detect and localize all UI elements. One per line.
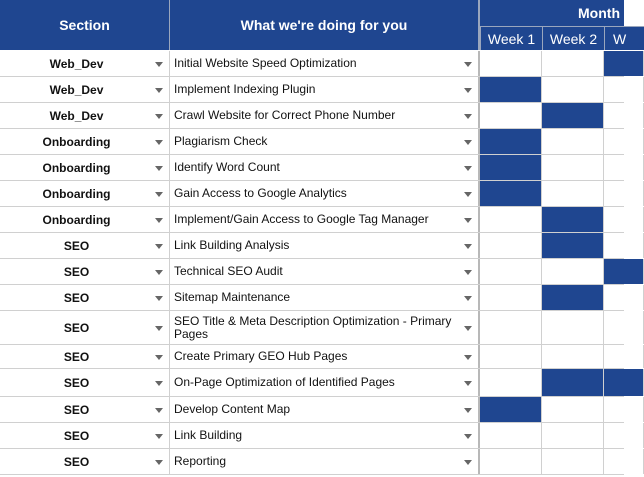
week-2-cell[interactable] [542,207,604,232]
section-label: Onboarding [42,186,111,201]
section-cell[interactable] [0,155,170,180]
week-2-cell[interactable] [542,129,604,154]
week-2-cell[interactable] [542,285,604,310]
table-row [0,423,624,449]
section-label: SEO [63,454,90,469]
week-3-cell[interactable] [604,449,644,474]
dropdown-arrow-icon[interactable] [155,192,163,197]
dropdown-arrow-icon[interactable] [464,140,472,145]
week-1-header[interactable]: Week 1 [480,26,542,50]
section-cell[interactable] [0,345,170,368]
dropdown-arrow-icon[interactable] [155,355,163,360]
section-label: SEO [63,264,90,279]
task-label: Reporting [174,454,227,468]
section-label: SEO [63,375,90,390]
week-3-cell[interactable] [604,233,644,258]
task-cell[interactable] [170,103,480,128]
table-row [0,129,624,155]
table-row [0,207,624,233]
task-rows [0,51,624,475]
dropdown-arrow-icon[interactable] [464,296,472,301]
week-3-cell[interactable] [604,181,644,206]
week-3-cell[interactable] [604,423,644,448]
task-cell[interactable] [170,285,480,310]
week-1-cell[interactable] [480,259,542,284]
dropdown-arrow-icon[interactable] [155,166,163,171]
dropdown-arrow-icon[interactable] [155,62,163,67]
task-cell[interactable] [170,233,480,258]
section-cell[interactable] [0,207,170,232]
section-label: SEO [63,349,90,364]
week-3-cell[interactable] [604,103,644,128]
table-row [0,181,624,207]
task-cell[interactable] [170,311,480,344]
week-1-cell[interactable] [480,285,542,310]
dropdown-arrow-icon[interactable] [464,355,472,360]
week-2-cell[interactable] [542,103,604,128]
section-cell[interactable] [0,181,170,206]
task-label: Implement Indexing Plugin [174,82,316,96]
week-3-cell[interactable] [604,259,644,284]
week-1-cell[interactable] [480,155,542,180]
task-cell[interactable] [170,397,480,422]
section-label: Web_Dev [49,108,104,123]
table-row [0,311,624,345]
dropdown-arrow-icon[interactable] [464,460,472,465]
table-row [0,233,624,259]
dropdown-arrow-icon[interactable] [464,381,472,386]
section-column-header[interactable]: Section [0,0,170,50]
week-2-cell[interactable] [542,345,604,368]
week-2-header[interactable]: Week 2 [542,26,604,50]
week-1-cell[interactable] [480,77,542,102]
week-2-cell[interactable] [542,311,604,344]
week-1-cell[interactable] [480,449,542,474]
section-cell[interactable] [0,129,170,154]
week-3-cell[interactable] [604,207,644,232]
section-cell[interactable] [0,77,170,102]
table-row [0,51,624,77]
task-cell[interactable] [170,77,480,102]
table-row [0,155,624,181]
dropdown-arrow-icon[interactable] [464,166,472,171]
week-3-cell[interactable] [604,155,644,180]
dropdown-arrow-icon[interactable] [155,244,163,249]
dropdown-arrow-icon[interactable] [464,326,472,331]
section-label: Onboarding [42,212,111,227]
week-1-cell[interactable] [480,51,542,76]
week-3-cell[interactable] [604,345,644,368]
table-row [0,397,624,423]
week-3-cell[interactable] [604,311,644,344]
task-cell[interactable] [170,181,480,206]
table-row [0,259,624,285]
week-1-cell[interactable] [480,397,542,422]
task-cell[interactable] [170,129,480,154]
task-cell[interactable] [170,449,480,474]
task-label: Technical SEO Audit [174,264,283,278]
task-label: Gain Access to Google Analytics [174,186,347,200]
week-1-cell[interactable] [480,345,542,368]
dropdown-arrow-icon[interactable] [155,326,163,331]
task-cell[interactable] [170,51,480,76]
dropdown-arrow-icon[interactable] [155,408,163,413]
task-label: Link Building [174,428,243,442]
section-label: SEO [63,402,90,417]
dropdown-arrow-icon[interactable] [464,434,472,439]
week-3-cell[interactable] [604,129,644,154]
week-2-cell[interactable] [542,423,604,448]
section-cell[interactable] [0,259,170,284]
section-label: SEO [63,238,90,253]
dropdown-arrow-icon[interactable] [155,140,163,145]
week-2-cell[interactable] [542,181,604,206]
dropdown-arrow-icon[interactable] [464,88,472,93]
dropdown-arrow-icon[interactable] [155,381,163,386]
week-3-cell[interactable] [604,397,644,422]
section-cell[interactable] [0,449,170,474]
section-label: SEO [63,290,90,305]
dropdown-arrow-icon[interactable] [464,244,472,249]
week-1-cell[interactable] [480,369,542,396]
section-cell[interactable] [0,233,170,258]
section-cell[interactable] [0,51,170,76]
dropdown-arrow-icon[interactable] [464,114,472,119]
week-1-cell[interactable] [480,129,542,154]
dropdown-arrow-icon[interactable] [155,434,163,439]
task-label: Crawl Website for Correct Phone Number [174,108,396,122]
table-row [0,345,624,369]
table-row [0,77,624,103]
task-label: Link Building Analysis [174,238,290,252]
task-label: Develop Content Map [174,402,291,416]
dropdown-arrow-icon[interactable] [155,296,163,301]
dropdown-arrow-icon[interactable] [464,192,472,197]
section-cell[interactable] [0,397,170,422]
section-cell[interactable] [0,311,170,344]
task-column-header[interactable]: What we're doing for you [170,0,480,50]
dropdown-arrow-icon[interactable] [155,218,163,223]
table-row [0,369,624,397]
table-row [0,449,624,475]
task-label: SEO Title & Meta Description Optimization - Primary Pages [174,313,452,341]
task-label: Initial Website Speed Optimization [174,56,357,70]
week-2-cell[interactable] [542,397,604,422]
task-label: On-Page Optimization of Identified Pages [174,375,395,389]
week-3-cell[interactable] [604,369,644,396]
section-label: Onboarding [42,160,111,175]
task-label: Implement/Gain Access to Google Tag Manager [174,212,429,226]
task-label: Plagiarism Check [174,134,268,148]
task-cell[interactable] [170,423,480,448]
task-label: Sitemap Maintenance [174,290,291,304]
dropdown-arrow-icon[interactable] [464,270,472,275]
dropdown-arrow-icon[interactable] [155,270,163,275]
week-3-header[interactable]: W [604,26,644,50]
week-2-cell[interactable] [542,233,604,258]
section-cell[interactable] [0,103,170,128]
week-2-cell[interactable] [542,77,604,102]
task-cell[interactable] [170,155,480,180]
section-label: SEO [63,428,90,443]
week-2-cell[interactable] [542,369,604,396]
section-cell[interactable] [0,423,170,448]
dropdown-arrow-icon[interactable] [464,408,472,413]
task-cell[interactable] [170,369,480,396]
section-cell[interactable] [0,369,170,396]
task-cell[interactable] [170,259,480,284]
week-2-cell[interactable] [542,259,604,284]
week-1-cell[interactable] [480,181,542,206]
dropdown-arrow-icon[interactable] [464,62,472,67]
dropdown-arrow-icon[interactable] [155,460,163,465]
task-cell[interactable] [170,207,480,232]
week-1-cell[interactable] [480,423,542,448]
section-label: SEO [63,320,90,335]
week-1-cell[interactable] [480,103,542,128]
table-row [0,285,624,311]
task-label: Create Primary GEO Hub Pages [174,349,348,363]
dropdown-arrow-icon[interactable] [155,114,163,119]
section-label: Onboarding [42,134,111,149]
table-row [0,103,624,129]
section-cell[interactable] [0,285,170,310]
week-3-cell[interactable] [604,285,644,310]
week-2-cell[interactable] [542,51,604,76]
dropdown-arrow-icon[interactable] [155,88,163,93]
section-label: Web_Dev [49,82,104,97]
week-1-cell[interactable] [480,311,542,344]
dropdown-arrow-icon[interactable] [464,218,472,223]
task-cell[interactable] [170,345,480,368]
task-label: Identify Word Count [174,160,280,174]
week-1-cell[interactable] [480,207,542,232]
section-label: Web_Dev [49,56,104,71]
week-3-cell[interactable] [604,51,644,76]
week-2-cell[interactable] [542,449,604,474]
week-2-cell[interactable] [542,155,604,180]
week-3-cell[interactable] [604,77,644,102]
week-1-cell[interactable] [480,233,542,258]
month-header[interactable]: Month [480,0,624,26]
